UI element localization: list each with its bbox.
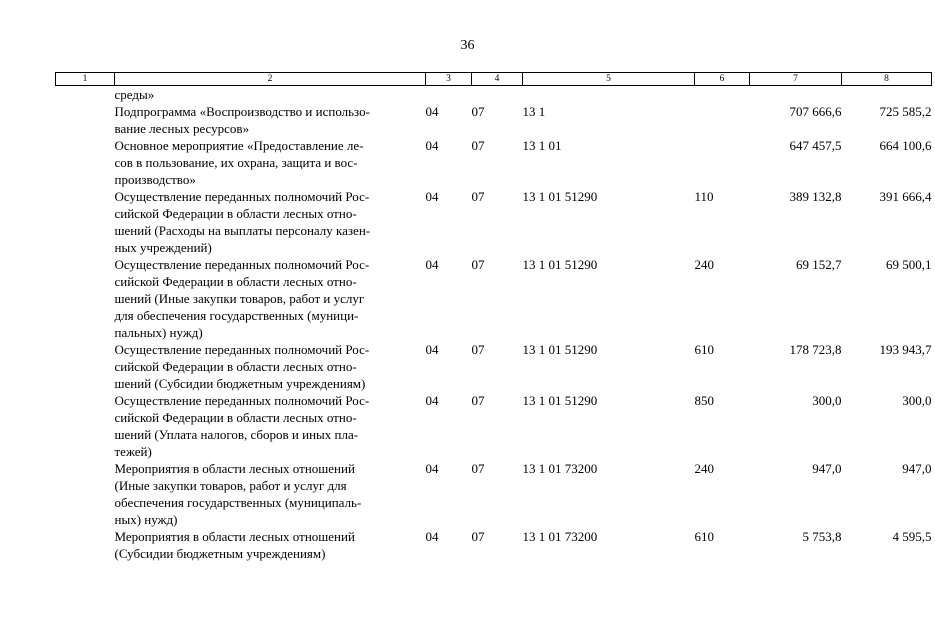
table-row: [56, 460, 932, 528]
target-article-cell: [523, 86, 695, 104]
amount-year-2-cell: 664 100,6: [879, 138, 932, 153]
amount-year-1-cell: 389 132,8: [789, 189, 842, 204]
amount-year-2-cell: 947,0: [902, 461, 932, 476]
col-header: 1: [56, 73, 115, 86]
expense-type-cell: 240: [694, 257, 714, 272]
col-header: 3: [426, 73, 472, 86]
section-code-cell: 04: [425, 189, 439, 204]
table-row: [56, 341, 932, 392]
section-code-cell: 04: [425, 529, 439, 544]
target-article-cell: 13 1: [522, 104, 546, 119]
amount-year-1-cell: 5 753,8: [802, 529, 842, 544]
target-article-cell: 13 1 01 51290: [522, 342, 598, 357]
amount-year-2-cell: 391 666,4: [879, 189, 932, 204]
row-name-cell: Осуществление переданных полномочий Рос- сийской Федерации в области лесных отно- шений (Субсидии бюджетным учреждениям): [114, 342, 370, 391]
row-number-cell: [56, 392, 115, 460]
row-number-cell: [56, 256, 115, 341]
col-header: 8: [842, 73, 932, 86]
section-code-cell: [426, 86, 472, 104]
row-name-cell: среды»: [114, 87, 155, 102]
row-number-cell: [56, 528, 115, 562]
target-article-cell: 13 1 01 73200: [522, 461, 598, 476]
expense-type-cell: 240: [694, 461, 714, 476]
table-row: [56, 103, 932, 137]
table-row: [56, 188, 932, 256]
row-number-cell: [56, 460, 115, 528]
expense-type-cell: [695, 86, 750, 104]
subsection-code-cell: 07: [471, 461, 485, 476]
subsection-code-cell: 07: [471, 342, 485, 357]
amount-year-2-cell: 4 595,5: [892, 529, 932, 544]
amount-year-2-cell: 300,0: [902, 393, 932, 408]
row-name-cell: Осуществление переданных полномочий Рос- сийской Федерации в области лесных отно- шений (Иные закупки товаров, работ и услуг для обеспечения государственных (муници- пальных) нужд): [114, 257, 370, 340]
row-number-cell: [56, 103, 115, 137]
row-number-cell: [56, 188, 115, 256]
table-row: [56, 392, 932, 460]
expense-type-cell: 610: [694, 529, 714, 544]
amount-year-2-cell: [842, 86, 932, 104]
col-header: 4: [472, 73, 523, 86]
section-code-cell: 04: [425, 104, 439, 119]
section-code-cell: 04: [425, 393, 439, 408]
subsection-code-cell: [472, 86, 523, 104]
row-name-cell: Осуществление переданных полномочий Рос- сийской Федерации в области лесных отно- шений (Расходы на выплаты персоналу казен- ных учреждений): [114, 189, 371, 255]
row-number-cell: [56, 137, 115, 188]
table-body: [56, 86, 932, 563]
section-code-cell: 04: [425, 257, 439, 272]
row-name-cell: Осуществление переданных полномочий Рос- сийской Федерации в области лесных отно- шений (Уплата налогов, сборов и иных пла- тежей): [114, 393, 370, 459]
col-header: 2: [115, 73, 426, 86]
amount-year-1-cell: 947,0: [812, 461, 842, 476]
expense-type-cell: 110: [694, 189, 714, 204]
subsection-code-cell: 07: [471, 257, 485, 272]
target-article-cell: 13 1 01: [522, 138, 562, 153]
column-number-row: [56, 73, 932, 86]
subsection-code-cell: 07: [471, 529, 485, 544]
amount-year-2-cell: 69 500,1: [886, 257, 932, 272]
amount-year-1-cell: [750, 86, 842, 104]
table-row: [56, 256, 932, 341]
target-article-cell: 13 1 01 51290: [522, 189, 598, 204]
row-number-cell: [56, 341, 115, 392]
table-row: [56, 528, 932, 562]
amount-year-1-cell: 647 457,5: [789, 138, 842, 153]
section-code-cell: 04: [425, 461, 439, 476]
table-row: [56, 86, 932, 104]
section-code-cell: 04: [425, 342, 439, 357]
row-name-cell: Мероприятия в области лесных отношений (Субсидии бюджетным учреждениям): [114, 529, 355, 561]
target-article-cell: 13 1 01 51290: [522, 393, 598, 408]
page-number: 36: [460, 38, 475, 53]
col-header: 5: [523, 73, 695, 86]
amount-year-1-cell: 300,0: [812, 393, 842, 408]
row-name-cell: Мероприятия в области лесных отношений (Иные закупки товаров, работ и услуг для обеспечения государственных (муниципаль- ных) нужд): [114, 461, 362, 527]
amount-year-1-cell: 69 152,7: [796, 257, 842, 272]
amount-year-1-cell: 178 723,8: [789, 342, 842, 357]
col-header: 6: [695, 73, 750, 86]
row-name-cell: Подпрограмма «Воспроизводство и использо- вание лесных ресурсов»: [114, 104, 370, 136]
amount-year-1-cell: 707 666,6: [789, 104, 842, 119]
amount-year-2-cell: 725 585,2: [879, 104, 932, 119]
expense-type-cell: 850: [694, 393, 714, 408]
subsection-code-cell: 07: [471, 393, 485, 408]
col-header: 7: [750, 73, 842, 86]
target-article-cell: 13 1 01 73200: [522, 529, 598, 544]
budget-table: [55, 72, 932, 562]
subsection-code-cell: 07: [471, 189, 485, 204]
row-name-cell: Основное мероприятие «Предоставление ле- сов в пользование, их охрана, защита и вос- производство»: [114, 138, 364, 187]
subsection-code-cell: 07: [471, 138, 485, 153]
expense-type-cell: [695, 103, 750, 137]
target-article-cell: 13 1 01 51290: [522, 257, 598, 272]
table-row: [56, 137, 932, 188]
subsection-code-cell: 07: [471, 104, 485, 119]
section-code-cell: 04: [425, 138, 439, 153]
expense-type-cell: 610: [694, 342, 714, 357]
amount-year-2-cell: 193 943,7: [879, 342, 932, 357]
expense-type-cell: [695, 137, 750, 188]
row-number-cell: [56, 86, 115, 104]
